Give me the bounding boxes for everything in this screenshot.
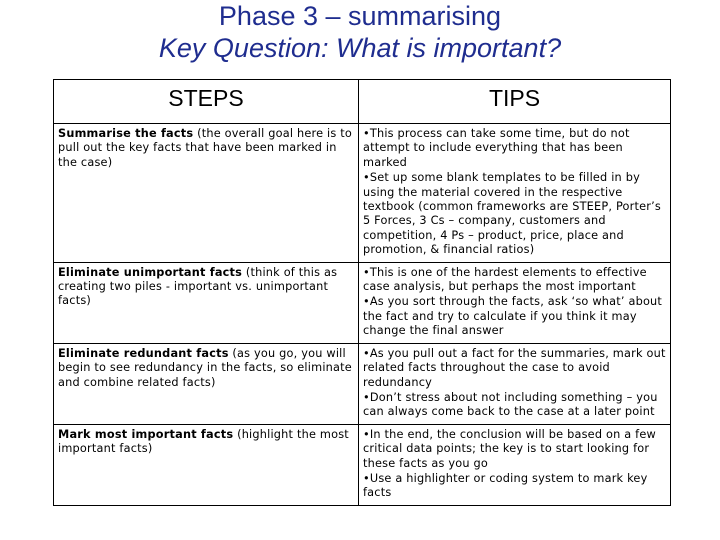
- step-description: (think of this as creating two piles - important vs. unimportant facts): [58, 265, 338, 308]
- step-title: Eliminate redundant facts: [58, 346, 229, 360]
- tips-cell: [359, 424, 671, 505]
- step-description: (highlight the most important facts): [58, 427, 349, 456]
- table-row: [54, 343, 671, 424]
- header-tips: TIPS: [359, 80, 671, 124]
- step-cell: [54, 124, 359, 263]
- step-description: (as you go, you will begin to see redundancy in the facts, so eliminate and combine related facts): [58, 346, 352, 389]
- tip-item: •As you pull out a fact for the summaries, mark out related facts throughout the case to avoid redundancy: [363, 346, 666, 389]
- tip-item: •As you sort through the facts, ask ‘so what’ about the fact and try to calculate if you think it may change the final answer: [363, 295, 663, 338]
- tips-cell: [359, 262, 671, 343]
- step-cell: [54, 262, 359, 343]
- slide-title: [0, 0, 720, 64]
- title-key-question: Key Question: What is important?: [158, 33, 562, 63]
- tip-item: •This is one of the hardest elements to effective case analysis, but perhaps the most important: [363, 265, 647, 294]
- table-header-row: [54, 80, 671, 124]
- steps-tips-table: [53, 79, 671, 506]
- step-description: (the overall goal here is to pull out the key facts that have been marked in the case): [58, 127, 352, 169]
- step-cell: [54, 424, 359, 505]
- header-steps: STEPS: [54, 80, 359, 124]
- tip-item: •Use a highlighter or coding system to mark key facts: [363, 471, 648, 500]
- tips-cell: [359, 343, 671, 424]
- table-row: [54, 124, 671, 263]
- step-title: Eliminate unimportant facts: [58, 265, 243, 279]
- tips-cell: [359, 124, 671, 263]
- title-phase: Phase 3 – summarising: [218, 1, 502, 31]
- table-row: [54, 424, 671, 505]
- tip-item: •Don’t stress about not including something – you can always come back to the case at a later point: [363, 390, 658, 419]
- tip-item: •This process can take some time, but do not attempt to include everything that has been marked: [363, 127, 630, 169]
- tip-item: •Set up some blank templates to be filled in by using the material covered in the respective textbook (common frameworks are STEEP, Porter’s 5 Forces, 3 Cs – company, customers and competition, 4 Ps – product, price, place and promotion, & financial ratios): [363, 171, 662, 257]
- tip-item: •In the end, the conclusion will be based on a few critical data points; the key is to start looking for these facts as you go: [363, 427, 656, 470]
- step-title: Mark most important facts: [58, 427, 234, 441]
- step-cell: [54, 343, 359, 424]
- step-title: Summarise the facts: [58, 127, 194, 140]
- table-row: [54, 262, 671, 343]
